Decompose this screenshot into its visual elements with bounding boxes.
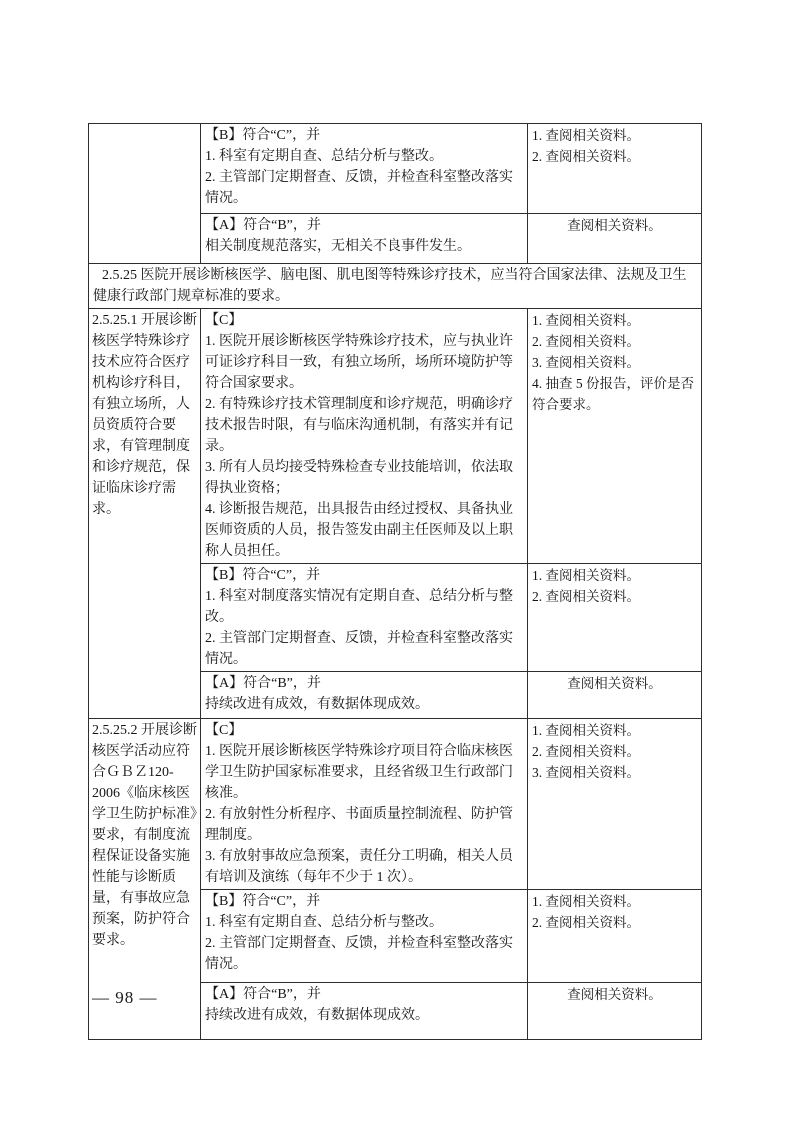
method-line: 2. 查阅相关资料。 xyxy=(532,744,640,759)
grade-b-title: 【B】符合“C”，并 xyxy=(205,128,321,143)
criteria-cell-prev-b xyxy=(201,124,528,214)
clause-cell-empty xyxy=(89,124,201,264)
criteria-line: 1. 医院开展诊断核医学特殊诊疗技术，应与执业许可证诊疗科目一致，有独立场所，场所环境防护等符合国家要求。 xyxy=(205,334,513,391)
criteria-line: 1. 科室对制度落实情况有定期自查、总结分析与整改。 xyxy=(205,589,513,625)
row-prev-grade-b xyxy=(89,124,702,214)
grade-c-title: 【C】 xyxy=(205,313,243,328)
method-line: 2. 查阅相关资料。 xyxy=(532,334,640,349)
clause-label: 2.5.25.2 开展诊断核医学活动应符合ＧＢＺ120-2006《临床核医学卫生防护标准》要求，有制度流程保证设备实施性能与诊断质量，有事故应急预案，防护符合要求。 xyxy=(92,723,197,948)
criteria-cell-s1-a xyxy=(201,672,528,719)
methods-cell-s2-b xyxy=(528,890,702,983)
row-s1-grade-c xyxy=(89,309,702,564)
method-line: 查阅相关资料。 xyxy=(567,676,662,691)
criteria-line: 1. 科室有定期自查、总结分析与整改。 xyxy=(205,149,443,164)
section-header-cell xyxy=(89,264,702,309)
method-line: 1. 查阅相关资料。 xyxy=(532,313,640,328)
clause-label: 2.5.25.1 开展诊断核医学特殊诊疗技术应符合医疗机构诊疗科目，有独立场所，人员资质符合要求，有管理制度和诊疗规范，保证临床诊疗需求。 xyxy=(92,313,197,517)
row-s2-grade-c xyxy=(89,719,702,890)
method-line: 查阅相关资料。 xyxy=(567,987,662,1002)
method-line: 3. 查阅相关资料。 xyxy=(532,765,640,780)
criteria-line: 2. 有放射性分析程序、书面质量控制流程、防护管理制度。 xyxy=(205,807,513,843)
criteria-cell-prev-a xyxy=(201,214,528,264)
criteria-line: 相关制度规范落实，无相关不良事件发生。 xyxy=(205,239,471,254)
grade-c-title: 【C】 xyxy=(205,723,243,738)
methods-cell-s2-a xyxy=(528,983,702,1040)
criteria-cell-s1-c xyxy=(201,309,528,564)
grade-a-title: 【A】符合“B”，并 xyxy=(205,987,321,1002)
method-line: 查阅相关资料。 xyxy=(567,218,662,233)
accreditation-standards-table xyxy=(88,123,702,1040)
method-line: 3. 查阅相关资料。 xyxy=(532,355,640,370)
method-line: 1. 查阅相关资料。 xyxy=(532,894,640,909)
criteria-line: 2. 主管部门定期督查、反馈，并检查科室整改落实情况。 xyxy=(205,631,513,667)
methods-cell-s1-b xyxy=(528,564,702,672)
method-line: 1. 查阅相关资料。 xyxy=(532,568,640,583)
method-line: 2. 查阅相关资料。 xyxy=(532,149,640,164)
criteria-line: 持续改进有成效，有数据体现成效。 xyxy=(205,697,429,712)
grade-a-title: 【A】符合“B”，并 xyxy=(205,218,321,233)
method-line: 2. 查阅相关资料。 xyxy=(532,915,640,930)
criteria-line: 1. 科室有定期自查、总结分析与整改。 xyxy=(205,915,443,930)
criteria-line: 2. 主管部门定期督查、反馈，并检查科室整改落实情况。 xyxy=(205,936,513,972)
criteria-line: 2. 有特殊诊疗技术管理制度和诊疗规范，明确诊疗技术报告时限，有与临床沟通机制，有落实并有记录。 xyxy=(205,397,513,454)
grade-b-title: 【B】符合“C”，并 xyxy=(205,568,321,583)
criteria-cell-s1-b xyxy=(201,564,528,672)
criteria-line: 2. 主管部门定期督查、反馈，并检查科室整改落实情况。 xyxy=(205,170,513,206)
methods-cell-prev-b xyxy=(528,124,702,214)
method-line: 2. 查阅相关资料。 xyxy=(532,589,640,604)
method-line: 1. 查阅相关资料。 xyxy=(532,723,640,738)
criteria-line: 持续改进有成效，有数据体现成效。 xyxy=(205,1008,429,1023)
methods-cell-prev-a xyxy=(528,214,702,264)
grade-b-title: 【B】符合“C”，并 xyxy=(205,894,321,909)
criteria-cell-s2-c xyxy=(201,719,528,890)
clause-cell-s1 xyxy=(89,309,201,719)
row-section-header xyxy=(89,264,702,309)
criteria-line: 1. 医院开展诊断核医学特殊诊疗项目符合临床核医学卫生防护国家标准要求，且经省级卫生行政部门核准。 xyxy=(205,744,513,801)
criteria-line: 4. 诊断报告规范，出具报告由经过授权、具备执业医师资质的人员，报告签发由副主任医师及以上职称人员担任。 xyxy=(205,502,513,559)
methods-cell-s2-c xyxy=(528,719,702,890)
page-number: — 98 — xyxy=(92,988,158,1007)
criteria-cell-s2-a xyxy=(201,983,528,1040)
methods-cell-s1-a xyxy=(528,672,702,719)
criteria-cell-s2-b xyxy=(201,890,528,983)
methods-cell-s1-c xyxy=(528,309,702,564)
criteria-line: 3. 有放射事故应急预案，责任分工明确，相关人员有培训及演练（每年不少于 1 次）。 xyxy=(205,849,513,885)
section-header-text: 2.5.25 医院开展诊断核医学、脑电图、肌电图等特殊诊疗技术，应当符合国家法律、法规及卫生健康行政部门规章标准的要求。 xyxy=(93,268,687,304)
grade-a-title: 【A】符合“B”，并 xyxy=(205,676,321,691)
criteria-line: 3. 所有人员均接受特殊检查专业技能培训，依法取得执业资格； xyxy=(205,460,513,496)
method-line: 4. 抽查 5 份报告，评价是否符合要求。 xyxy=(532,376,694,412)
method-line: 1. 查阅相关资料。 xyxy=(532,128,640,143)
